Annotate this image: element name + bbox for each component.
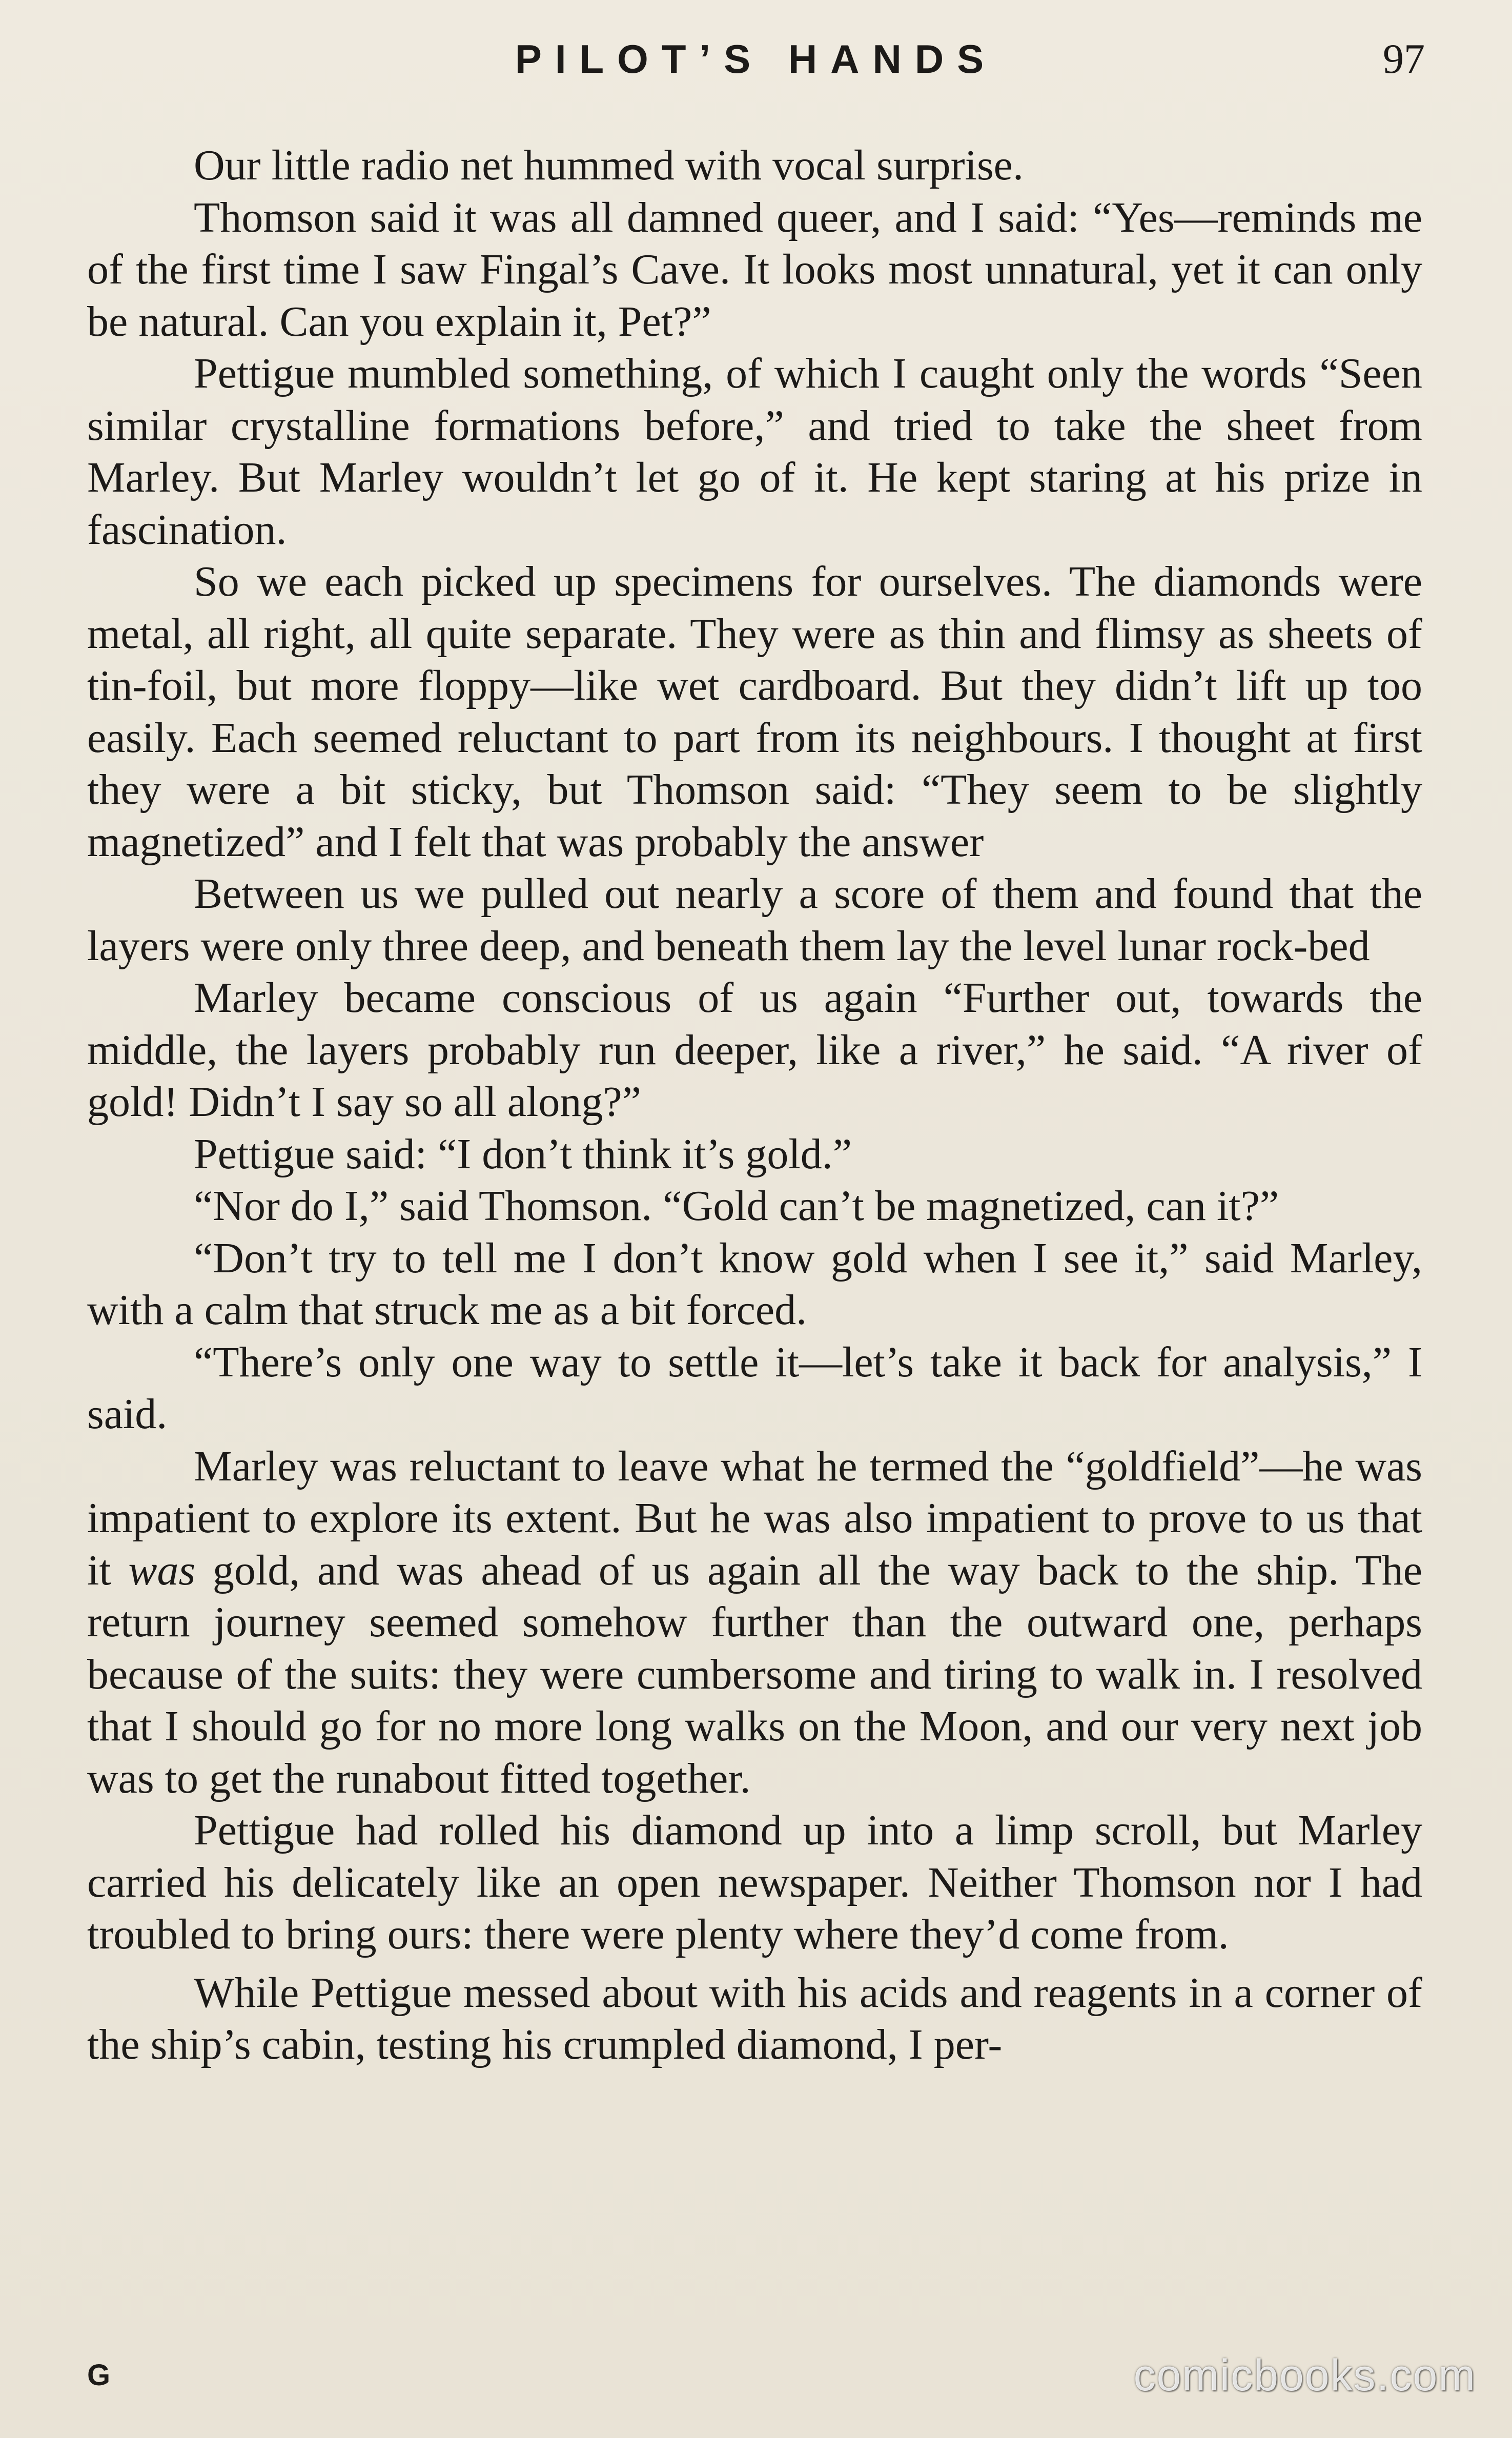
paragraph-5: Between us we pulled out nearly a score of them and found that the layers were only three deep, and beneath them lay the level lunar rock-bed <box>87 870 1422 970</box>
paragraph-4: So we each picked up specimens for ourselves. The diamonds were metal, all right, all quite separate. They were as thin and flimsy as sheets of tin-foil, but more floppy—like wet cardboard. But they didn’t lift up too easily. Each seemed reluctant to part from its neighbours. I thought at first they were a bit sticky, but Thomson said: “They seem to be slightly magnetized” and I felt that was probably the answer <box>87 558 1422 866</box>
paragraph-9: “Don’t try to tell me I don’t know gold when I see it,” said Marley, with a calm that struck me as a bit forced. <box>87 1234 1422 1334</box>
paragraph-3: Pettigue mumbled something, of which I caught only the words “Seen similar crystalline formations before,” and tried to take the sheet from Marley. But Marley wouldn’t let go of it. He kept staring at his prize in fascination. <box>87 350 1422 554</box>
paragraph-12: Pettigue had rolled his diamond up into a limp scroll, but Marley carried his delicately like an open newspaper. Neither Thomson nor I had troubled to bring ours: there were plenty where they’d come from. <box>87 1806 1422 1958</box>
paragraph-10: “There’s only one way to settle it—let’s take it back for analysis,” I said. <box>87 1338 1422 1438</box>
running-head: PILOT’S HANDS <box>515 36 997 82</box>
paragraph-13: While Pettigue messed about with his acids and reagents in a corner of the ship’s cabin, testing his crumpled diamond, I per- <box>87 1968 1422 2068</box>
paragraph-11-part-2: gold, and was ahead of us again all the way back to the ship. The return journey seemed somehow further than the outward one, perhaps because of the suits: they were cumbersome and tiring to walk in. I resolved that I should go for no more long walks on the Moon, and our very next job was to get the runabout fitted together. <box>87 1546 1422 1802</box>
page-header <box>0 31 1512 87</box>
paragraph-1: Our little radio net hummed with vocal surprise. <box>194 141 1024 189</box>
signature-mark: G <box>87 2359 111 2392</box>
emphasized-word: was <box>128 1546 196 1594</box>
page-number: 97 <box>1383 35 1425 82</box>
body-text <box>87 139 1422 2071</box>
watermark: comicbooks.com <box>1133 2351 1476 2400</box>
paragraph-6: Marley became conscious of us again “Further out, towards the middle, the layers probably run deeper, like a river,” he said. “A river of gold! Didn’t I say so all along?” <box>87 974 1422 1126</box>
paragraph-7: Pettigue said: “I don’t think it’s gold.” <box>194 1130 852 1178</box>
paragraph-11-part-1: Marley was reluctant to leave what he termed the “goldfield”—he was impatient to explore its extent. But he was also impatient to prove to us that it <box>87 1442 1422 1594</box>
paragraph-2: Thomson said it was all damned queer, and I said: “Yes—reminds me of the first time I saw Fingal’s Cave. It looks most unnatural, yet it can only be natural. Can you explain it, Pet?” <box>87 193 1422 346</box>
paragraph-11 <box>87 1440 1422 1805</box>
paragraph-8: “Nor do I,” said Thomson. “Gold can’t be magnetized, can it?” <box>194 1182 1279 1230</box>
